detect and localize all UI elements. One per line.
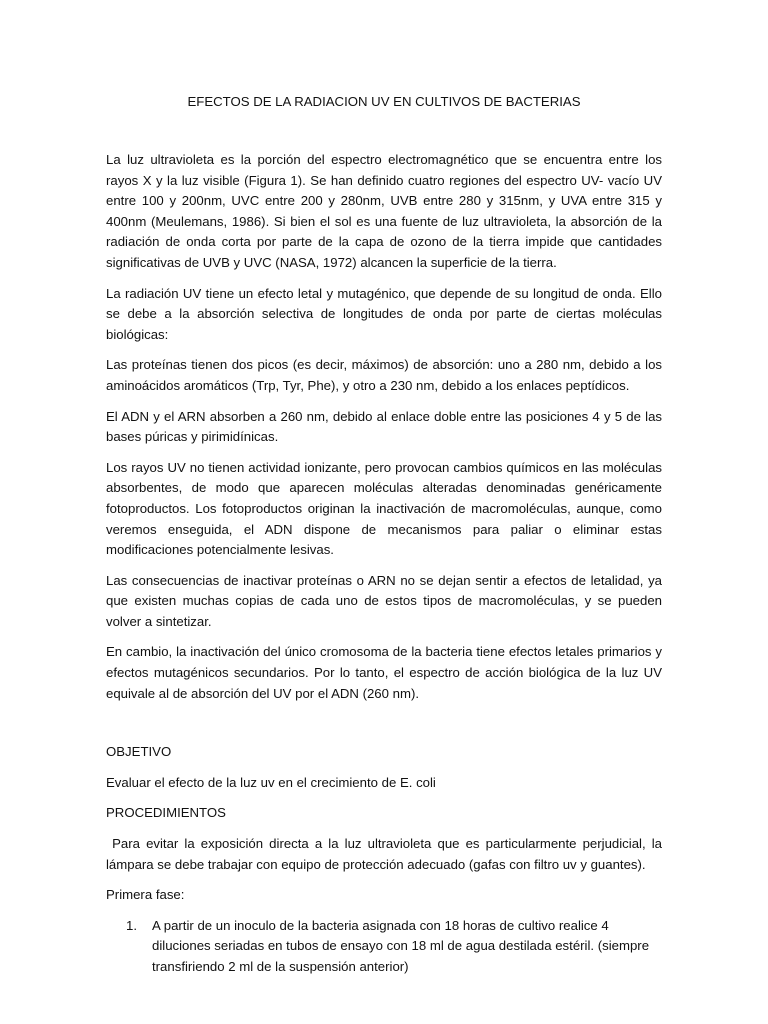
list-item-number: 1.: [126, 917, 137, 933]
phase-heading: Primera fase:: [106, 887, 185, 903]
document-body: [106, 150, 666, 978]
paragraph-lethal-effect: La radiación UV tiene un efecto letal y mutagénico, que depende de su longitud de onda. Ello se debe a la absorción selectiva de longitudes de onda por parte de ciertas moléculas biológicas:: [106, 285, 662, 342]
objective-heading: OBJETIVO: [106, 744, 172, 760]
paragraph-photoproducts: Los rayos UV no tienen actividad ionizante, pero provocan cambios químicos en las moléculas absorbentes, de modo que aparecen moléculas alteradas denominadas genéricamente fotoproductos. Los fotoproductos originan la inactivación de macromoléculas, aunque, como veremos enseguida, el ADN dispone de mecanismos para paliar o eliminar estas modificaciones potencialmente lesivas.: [106, 459, 662, 558]
paragraph-dna-rna: El ADN y el ARN absorben a 260 nm, debido al enlace doble entre las posiciones 4 y 5 de las bases púricas y pirimidínicas.: [106, 408, 662, 445]
paragraph-intro-uv: La luz ultravioleta es la porción del espectro electromagnético que se encuentra entre los rayos X y la luz visible (Figura 1). Se han definido cuatro regiones del espectro UV- vacío UV entre 100 y 200nm, UVC entre 200 y 280nm, UVB entre 280 y 315nm, y UVA entre 315 y 400nm (Meulemans, 1986). Si bien el sol es una fuente de luz ultravioleta, la absorción de la radiación de onda corta por parte de la capa de ozono de la tierra impide que cantidades significativas de UVB y UVC (NASA, 1972) alcancen la superficie de la tierra.: [106, 152, 662, 270]
paragraph-consequences: Las consecuencias de inactivar proteínas o ARN no se dejan sentir a efectos de letalidad, ya que existen muchas copias de cada uno de estos tipos de macromoléculas, y se pueden volver a sintetizar.: [106, 572, 662, 629]
document-page: [106, 0, 666, 1024]
list-item: [106, 916, 662, 978]
paragraph-proteins: Las proteínas tienen dos picos (es decir, máximos) de absorción: uno a 280 nm, debido a los aminoácidos aromáticos (Trp, Tyr, Phe), y otro a 230 nm, debido a los enlaces peptídicos.: [106, 357, 662, 393]
procedures-heading: PROCEDIMIENTOS: [106, 805, 226, 821]
paragraph-chromosome: En cambio, la inactivación del único cromosoma de la bacteria tiene efectos letales primarios y efectos mutagénicos secundarios. Por lo tanto, el espectro de acción biológica de la luz UV equivale al de absorción del UV por el ADN (260 nm).: [106, 644, 662, 701]
list-item-text: A partir de un inoculo de la bacteria asignada con 18 horas de cultivo realice 4 diluciones seriadas en tubos de ensayo con 18 ml de agua destilada estéril. (siempre transfiriendo 2 ml de la suspensión anterior): [152, 917, 650, 974]
document-title: EFECTOS DE LA RADIACION UV EN CULTIVOS DE BACTERIAS: [187, 94, 581, 109]
procedure-steps-list: [106, 916, 662, 978]
procedures-text: Para evitar la exposición directa a la luz ultravioleta que es particularmente perjudicial, la lámpara se debe trabajar con equipo de protección adecuado (gafas con filtro uv y guantes).: [106, 836, 666, 872]
section-spacer: [106, 714, 662, 742]
objective-text: Evaluar el efecto de la luz uv en el crecimiento de E. coli: [106, 774, 436, 790]
